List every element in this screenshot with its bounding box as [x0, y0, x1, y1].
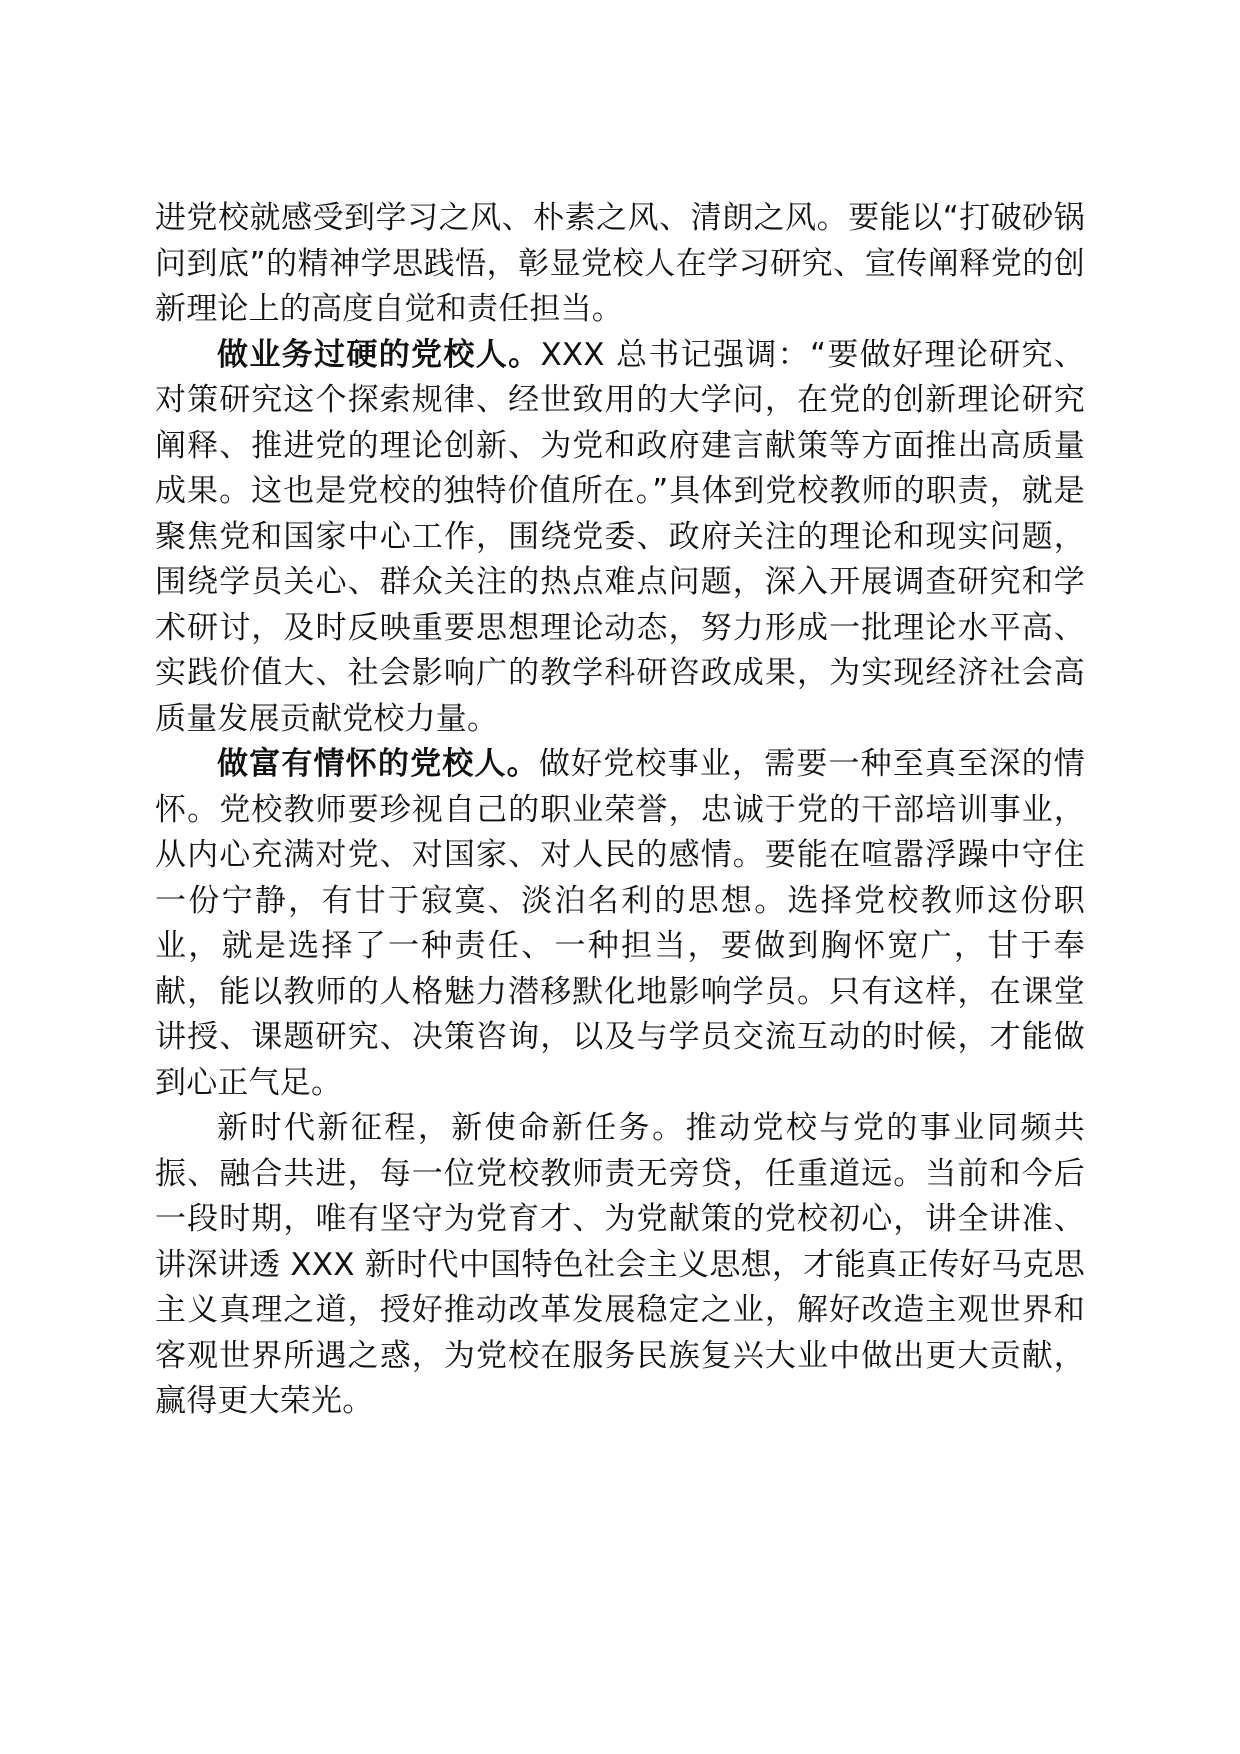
- paragraph-devotion: [155, 742, 1085, 1106]
- paragraph-heading: 做富有情怀的党校人。: [217, 746, 539, 782]
- paragraph-text: 进党校就感受到学习之风、朴素之风、清朗之风。要能以“打破砂锅问到底”的精神学思践悟，彰显党校人在学习研究、宣传阐释党的创新理论上的高度自觉和责任担当。: [155, 200, 1085, 327]
- document-body: [155, 196, 1085, 1425]
- paragraph-professional-competence: [155, 333, 1085, 743]
- paragraph-text: XXX 总书记强调：“要做好理论研究、对策研究这个探索规律、经世致用的大学问，在党的创新理论研究阐释、推进党的理论创新、为党和政府建言献策等方面推出高质量成果。这也是党校的独特价值所在。”具体到党校教师的职责，就是聚焦党和国家中心工作，围绕党委、政府关注的理论和现实问题，围绕学员关心、群众关注的热点难点问题，深入开展调查研究和学术研讨，及时反映重要思想理论动态，努力形成一批理论水平高、实践价值大、社会影响广的教学科研咨政成果，为实现经济社会高质量发展贡献党校力量。: [155, 336, 1085, 737]
- paragraph-heading: 做业务过硬的党校人。: [217, 336, 541, 373]
- paragraph-conclusion: [155, 1106, 1085, 1425]
- paragraph-continuation: [155, 196, 1085, 333]
- paragraph-text: 新时代新征程，新使命新任务。推动党校与党的事业同频共振、融合共进，每一位党校教师责无旁贷，任重道远。当前和今后一段时期，唯有坚守为党育才、为党献策的党校初心，讲全讲准、讲深讲透 XXX 新时代中国特色社会主义思想，才能真正传好马克思主义真理之道，授好推动改革发展稳定之业，解好改造主观世界和客观世界所遇之惑，为党校在服务民族复兴大业中做出更大贡献，赢得更大荣光。: [155, 1110, 1085, 1419]
- paragraph-text: 做好党校事业，需要一种至真至深的情怀。党校教师要珍视自己的职业荣誉，忠诚于党的干部培训事业，从内心充满对党、对国家、对人民的感情。要能在喧嚣浮躁中守住一份宁静，有甘于寂寞、淡泊名利的思想。选择党校教师这份职业，就是选择了一种责任、一种担当，要做到胸怀宽广，甘于奉献，能以教师的人格魅力潜移默化地影响学员。只有这样，在课堂讲授、课题研究、决策咨询，以及与学员交流互动的时候，才能做到心正气足。: [155, 746, 1085, 1101]
